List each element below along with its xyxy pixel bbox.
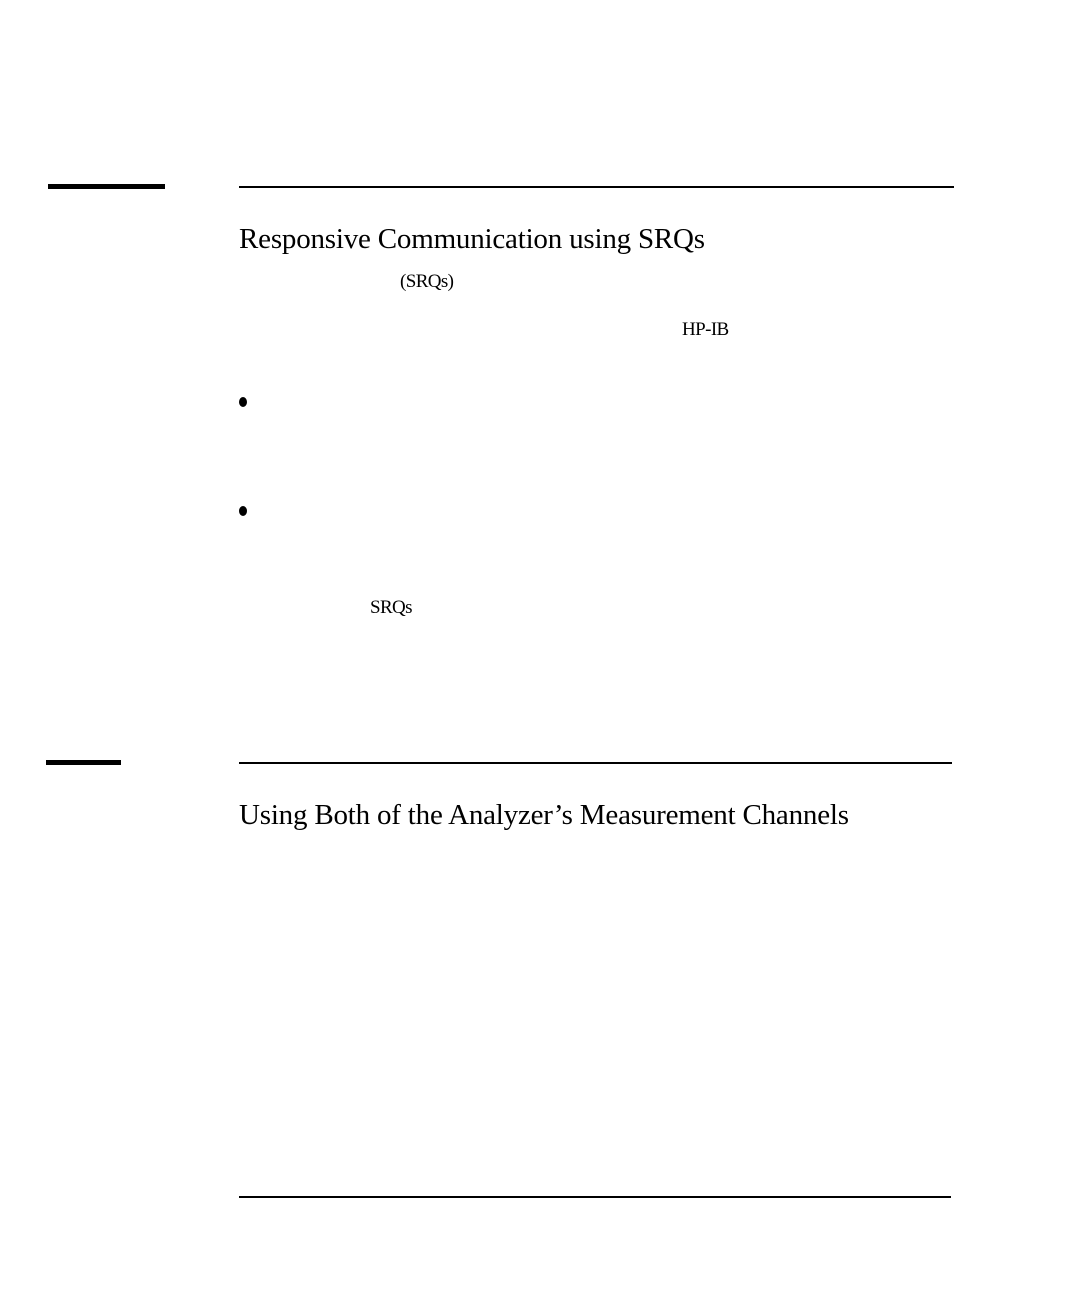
section-divider-rule bbox=[239, 762, 952, 764]
bullet-icon bbox=[239, 397, 247, 407]
section-heading-responsive-communication: Responsive Communication using SRQs bbox=[239, 223, 705, 256]
section-heading-measurement-channels: Using Both of the Analyzer’s Measurement Channels bbox=[239, 799, 849, 832]
text-fragment-srqs: SRQs bbox=[370, 597, 412, 618]
text-fragment-srqs-parenthetical: (SRQs) bbox=[400, 271, 454, 292]
margin-marker-bar bbox=[46, 760, 121, 765]
text-fragment-hpib: HP-IB bbox=[682, 319, 729, 340]
section-divider-rule bbox=[239, 186, 954, 188]
footer-rule bbox=[239, 1196, 951, 1198]
bullet-icon bbox=[239, 506, 247, 516]
margin-marker-bar bbox=[48, 184, 165, 189]
